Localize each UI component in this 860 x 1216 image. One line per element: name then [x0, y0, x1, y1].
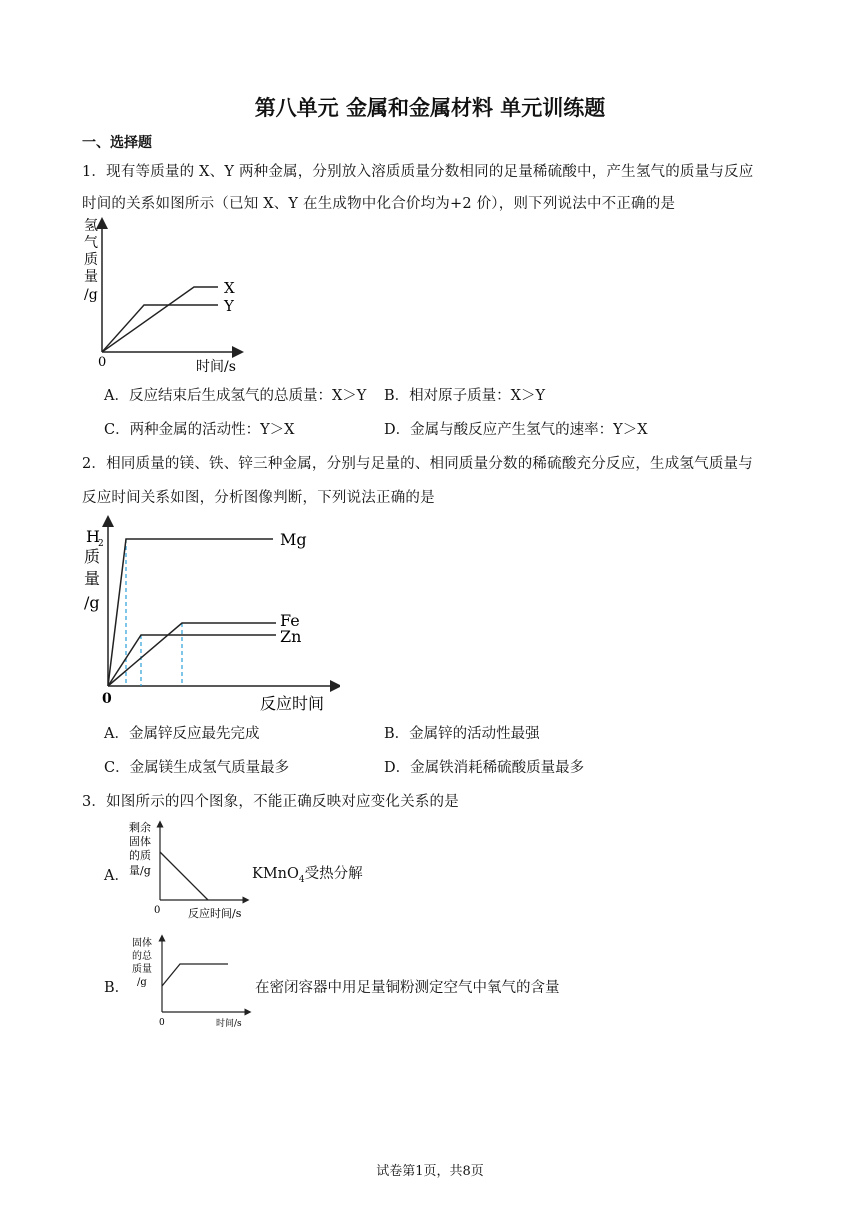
q1-ylabel-3: 质 [84, 252, 98, 268]
q1-option-c[interactable]: C．两种金属的活动性：Y＞X [104, 422, 295, 438]
q1-ylabel-2: 气 [84, 235, 98, 251]
q3-a-xlabel: 反应时间/s [188, 907, 242, 920]
q1-series-y-line [102, 305, 218, 352]
q2-series-mg-label: Mg [280, 530, 307, 549]
q3-option-b-label[interactable]: B． [104, 980, 130, 996]
q3-b-series-line [162, 964, 228, 986]
q2-option-b[interactable]: B．金属锌的活动性最强 [384, 726, 540, 742]
section-heading: 一、选择题 [82, 135, 152, 151]
q2-text-line1: 2．相同质量的镁、铁、锌三种金属，分别与足量的、相同质量分数的稀硫酸充分反应，生成氢气质量与 [82, 456, 753, 472]
q2-ylabel-sub: 2 [98, 539, 104, 549]
q2-series-fe-label: Fe [280, 611, 300, 630]
q2-series-fe-line [108, 623, 276, 686]
q3-a-origin: 0 [154, 905, 161, 916]
q1-chart [78, 215, 258, 375]
q1-origin: 0 [98, 355, 107, 370]
q3-b-xlabel: 时间/s [216, 1019, 242, 1029]
q1-option-b[interactable]: B．相对原子质量：X＞Y [384, 388, 546, 404]
q2-series-zn-label: Zn [280, 627, 302, 646]
q2-series-zn-line [108, 635, 276, 686]
q1-text-line2: 时间的关系如图所示（已知 X、Y 在生成物中化合价均为+2 价），则下列说法中不正确的是 [82, 196, 676, 212]
q2-option-a[interactable]: A．金属锌反应最先完成 [104, 726, 260, 742]
q3-b-description: 在密闭容器中用足量铜粉测定空气中氧气的含量 [255, 980, 560, 996]
q1-ylabel-4: 量 [84, 269, 98, 285]
q2-option-c[interactable]: C．金属镁生成氢气质量最多 [104, 760, 290, 776]
q3-a-ylabel-3: 的质 [129, 849, 151, 862]
q2-origin: 0 [102, 691, 112, 707]
q3-b-chart [124, 932, 254, 1032]
q3-text-line1: 3．如图所示的四个图象，不能正确反映对应变化关系的是 [82, 794, 459, 810]
q3-b-ylabel-3: 质量 [132, 964, 152, 975]
q2-ylabel-h: H [86, 527, 100, 546]
q1-option-d[interactable]: D．金属与酸反应产生氢气的速率：Y＞X [384, 422, 648, 438]
page-title: 第八单元 金属和金属材料 单元训练题 [254, 95, 606, 120]
q3-b-origin: 0 [159, 1018, 165, 1028]
q1-option-a[interactable]: A．反应结束后生成氢气的总质量：X＞Y [104, 388, 367, 404]
q2-ylabel-2: 质 [84, 547, 101, 566]
q3-b-ylabel-4: /g [137, 977, 147, 988]
q1-ylabel-5: /g [84, 287, 98, 303]
q2-text-line2: 反应时间关系如图，分析图像判断，下列说法正确的是 [82, 490, 435, 506]
q1-text-line1: 1．现有等质量的 X、Y 两种金属，分别放入溶质质量分数相同的足量稀硫酸中，产生氢气的质量与反应 [82, 164, 754, 180]
q3-option-a-label[interactable]: A． [104, 868, 129, 884]
q3-a-ylabel-4: 量/g [129, 864, 151, 877]
q3-b-ylabel-1: 固体 [132, 938, 152, 949]
q1-series-y-label: Y [224, 297, 234, 315]
q3-a-ylabel-2: 固体 [129, 835, 151, 848]
q2-xlabel: 反应时间 [260, 694, 325, 713]
q3-a-description: KMnO$_4$受热分解 [252, 866, 363, 885]
q1-xlabel: 时间/s [196, 359, 236, 375]
q3-a-ylabel-1: 剩余 [129, 821, 151, 834]
q2-option-d[interactable]: D．金属铁消耗稀硫酸质量最多 [384, 760, 585, 776]
q3-a-chart [124, 818, 254, 922]
page-footer: 试卷第1页，共8页 [376, 1164, 484, 1179]
q2-ylabel-4: /g [84, 593, 100, 612]
q2-chart [78, 515, 340, 715]
q2-ylabel-3: 量 [84, 569, 101, 588]
q1-ylabel-1: 氢 [84, 218, 98, 234]
q1-series-x-line [102, 287, 218, 352]
q3-a-series-line [160, 852, 208, 900]
q1-series-x-label: X [224, 279, 235, 297]
q3-b-ylabel-2: 的总 [132, 951, 152, 962]
